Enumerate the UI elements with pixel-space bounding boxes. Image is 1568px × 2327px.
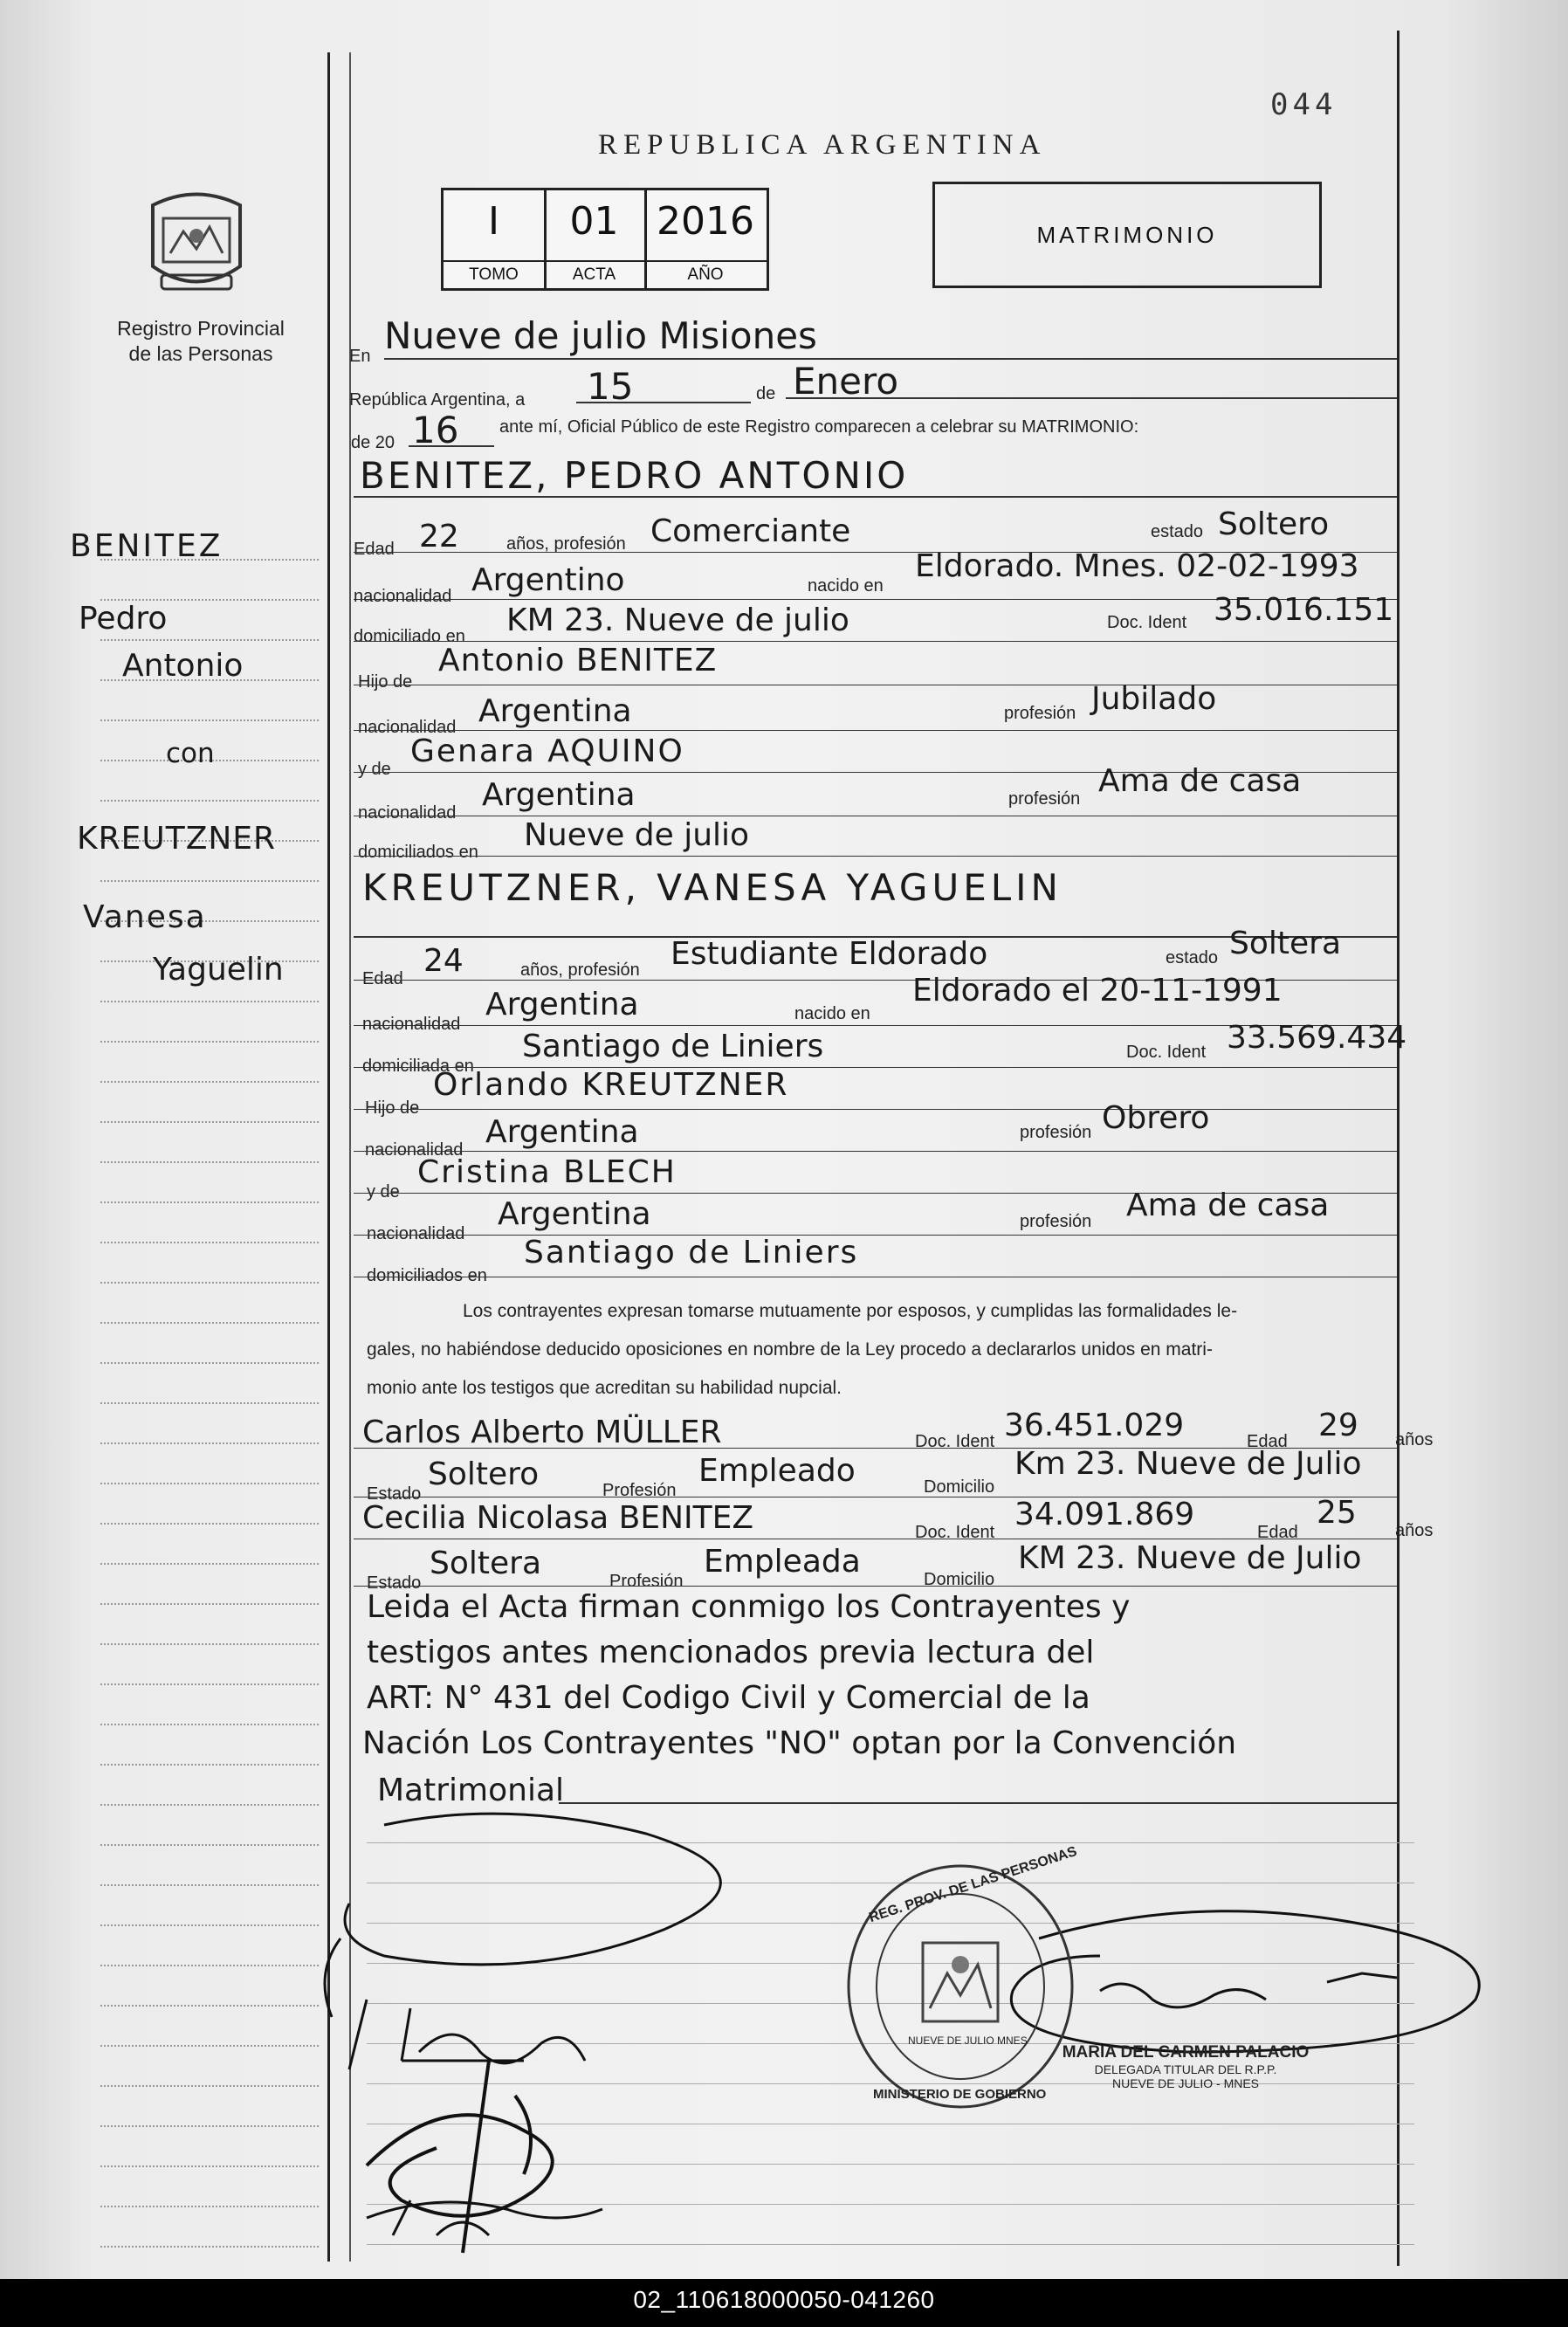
margin-dotted-rule	[100, 1402, 319, 1404]
margin-dotted-rule	[100, 2005, 319, 2007]
label-bride-anos-profesion: años, profesión	[520, 960, 640, 980]
note-line-1: Leida el Acta firman conmigo los Contrayentes y	[367, 1589, 1131, 1625]
label-witness2-domicilio: Domicilio	[924, 1570, 995, 1589]
groom-doc: 35.016.151	[1214, 592, 1394, 628]
official-signature	[1011, 1911, 1479, 2052]
bride-age: 24	[423, 943, 464, 979]
label-comparecen: ante mí, Oficial Público de este Registro comparecen a celebrar su MATRIMONIO:	[499, 417, 1139, 437]
label-bride-doc: Doc. Ident	[1126, 1043, 1207, 1062]
label-groom-nacionalidad: nacionalidad	[354, 587, 452, 606]
margin-dotted-rule	[100, 2165, 319, 2167]
margin-dotted-rule	[100, 1282, 319, 1284]
bride-mother-nationality: Argentina	[498, 1196, 651, 1232]
margin-dotted-rule	[100, 2206, 319, 2207]
official-name: MARIA DEL CARMEN PALACIO	[1062, 2043, 1310, 2062]
bride-father-rule	[354, 1109, 1397, 1110]
label-witness1-profesion: Profesión	[602, 1481, 677, 1500]
acta-label: ACTA	[544, 260, 644, 288]
declaration-line-3: monio ante los testigos que acreditan su habilidad nupcial.	[367, 1378, 842, 1398]
label-groom-domiciliados: domiciliados en	[358, 843, 478, 862]
registry-title-line1: Registro Provincial	[117, 317, 285, 340]
declaration-line-1: Los contrayentes expresan tomarse mutuamente por esposos, y cumplidas las formalidades le-	[463, 1301, 1238, 1321]
label-de: de	[756, 384, 776, 403]
margin-dotted-rule	[100, 719, 319, 721]
stamp-lower-text: MINISTERIO DE GOBIERNO	[873, 2087, 1047, 2102]
label-bride-estado: estado	[1166, 948, 1219, 967]
margin-dotted-rule	[100, 1201, 319, 1203]
margin-line-2: Pedro	[79, 601, 168, 637]
label-bride-nacido-en: nacido en	[794, 1004, 870, 1023]
bride-mother: Cristina BLECH	[417, 1154, 677, 1190]
witness1-state: Soltero	[428, 1456, 540, 1492]
bride-mother-nat-rule	[354, 1235, 1397, 1236]
label-witness1-doc: Doc. Ident	[915, 1432, 995, 1451]
bride-name: KREUTZNER, VANESA YAGUELIN	[362, 866, 1063, 909]
label-bride-nacionalidad: nacionalidad	[362, 1015, 461, 1034]
groom-mother: Genara AQUINO	[410, 733, 684, 769]
label-groom-edad: Edad	[354, 540, 395, 559]
declaration-line-2: gales, no habiéndose deducido oposiciones en nombre de la Ley procedo a declararlos unidos en matri-	[367, 1339, 1213, 1360]
registry-title	[87, 316, 314, 367]
label-witness1-domicilio: Domicilio	[924, 1477, 995, 1497]
witness2-doc: 34.091.869	[1014, 1497, 1195, 1532]
groom-civil-state: Soltero	[1218, 506, 1330, 542]
year-rule	[409, 445, 494, 447]
bride-father-profession: Obrero	[1102, 1100, 1210, 1136]
margin-line-3: Antonio	[122, 648, 244, 684]
groom-parents-domicile: Nueve de julio	[524, 817, 750, 853]
note-line-3: ART: N° 431 del Codigo Civil y Comercial de la	[367, 1680, 1090, 1716]
note-line-4: Nación Los Contrayentes "NO" optan por la Convención	[362, 1725, 1237, 1761]
label-witness2-doc: Doc. Ident	[915, 1523, 995, 1542]
anio-cell	[644, 190, 767, 288]
margin-dotted-rule	[100, 1643, 319, 1645]
stamp-outer-text: REG. PROV. DE LAS PERSONAS	[867, 1843, 1079, 1926]
witness-signature-2	[367, 2200, 602, 2235]
bride-mother-profession: Ama de casa	[1126, 1188, 1330, 1223]
country-heading: REPUBLICA ARGENTINA	[598, 129, 1047, 161]
label-bride-hijo-de: Hijo de	[365, 1098, 420, 1118]
tomo-label: TOMO	[444, 260, 544, 288]
margin-dotted-rule	[100, 880, 319, 882]
groom-domicile-rule	[354, 641, 1397, 642]
margin-dotted-rule	[100, 1724, 319, 1725]
label-groom-mother-nacionalidad: nacionalidad	[358, 803, 457, 823]
margin-dotted-rule	[100, 2125, 319, 2127]
margin-dotted-rule	[100, 1683, 319, 1685]
margin-dotted-rule	[100, 1161, 319, 1163]
official-title: DELEGADA TITULAR DEL R.P.P.	[1094, 2062, 1277, 2076]
margin-dotted-rule	[100, 2246, 319, 2248]
groom-born: Eldorado. Mnes. 02-02-1993	[915, 548, 1359, 584]
witness2-domicile: KM 23. Nueve de Julio	[1018, 1540, 1362, 1576]
bride-nationality: Argentina	[485, 987, 639, 1022]
witness-signature-1	[367, 2061, 553, 2253]
groom-parents-domicile-rule	[354, 856, 1397, 857]
label-witness2-profesion: Profesión	[609, 1572, 684, 1591]
contrayente-signature-2	[402, 2008, 585, 2063]
groom-domicile: KM 23. Nueve de julio	[506, 602, 849, 638]
label-groom-anos-profesion: años, profesión	[506, 534, 626, 554]
label-bride-domiciliada: domiciliada en	[362, 1057, 474, 1076]
record-reference-box	[441, 188, 769, 291]
margin-dotted-rule	[100, 1041, 319, 1043]
margin-dotted-rule	[100, 1804, 319, 1806]
footer-code: 02_110618000050-041260	[633, 2286, 935, 2313]
bride-parents-domicile: Santiago de Liniers	[524, 1235, 859, 1270]
margin-dotted-rule	[100, 1563, 319, 1565]
label-bride-y-de: y de	[367, 1182, 400, 1201]
bride-father-nationality: Argentina	[485, 1114, 639, 1150]
margin-line-6: Vanesa	[83, 899, 207, 935]
registry-title-line2: de las Personas	[128, 342, 273, 365]
margin-dotted-rule	[100, 639, 319, 641]
margin-dotted-rule	[100, 1523, 319, 1525]
month-value: Enero	[793, 360, 899, 403]
label-witness2-estado: Estado	[367, 1573, 422, 1593]
stamp-inner-text: NUEVE DE JULIO MNES	[908, 2034, 1028, 2047]
bride-civil-state: Soltera	[1229, 926, 1342, 961]
witness2-name: Cecilia Nicolasa BENITEZ	[362, 1500, 754, 1536]
groom-mother-profession: Ama de casa	[1098, 763, 1302, 799]
margin-dotted-rule	[100, 1764, 319, 1766]
groom-father-profession: Jubilado	[1091, 681, 1217, 717]
label-groom-y-de: y de	[358, 760, 391, 779]
record-type-box	[932, 182, 1322, 288]
witness1-domicile: Km 23. Nueve de Julio	[1014, 1446, 1362, 1482]
folio-number: 044	[1270, 87, 1338, 122]
label-groom-nacido-en: nacido en	[808, 576, 884, 596]
margin-line-5: KREUTZNER	[77, 821, 277, 857]
margin-line-7: Yaguelin	[153, 952, 284, 988]
margin-dotted-rule	[100, 1884, 319, 1886]
margin-dotted-rule	[100, 1081, 319, 1083]
groom-mother-nationality: Argentina	[482, 777, 636, 813]
registry-stamp-icon	[842, 1860, 1078, 2113]
witness2-age: 25	[1317, 1495, 1357, 1531]
label-witness1-anos: años	[1395, 1430, 1434, 1449]
margin-dotted-rule	[100, 1924, 319, 1926]
acta-value: 01	[569, 199, 619, 244]
groom-father-nat-rule	[354, 730, 1397, 731]
margin-dotted-rule	[100, 2045, 319, 2047]
witness2-detail-rule	[354, 1586, 1397, 1587]
label-en: En	[349, 347, 371, 366]
witness1-age: 29	[1318, 1408, 1358, 1443]
groom-father: Antonio BENITEZ	[438, 643, 718, 678]
label-bride-mother-nacionalidad: nacionalidad	[367, 1224, 465, 1243]
label-witness2-anos: años	[1395, 1521, 1434, 1540]
bride-born: Eldorado el 20-11-1991	[912, 973, 1283, 1009]
year-value: 16	[412, 409, 459, 451]
label-groom-father-profesion: profesión	[1004, 704, 1076, 723]
label-witness2-edad: Edad	[1257, 1523, 1298, 1542]
label-witness1-estado: Estado	[367, 1484, 422, 1504]
witness1-doc: 36.451.029	[1004, 1408, 1185, 1443]
label-groom-doc: Doc. Ident	[1107, 613, 1187, 632]
margin-dotted-rule	[100, 2085, 319, 2087]
acta-cell	[544, 190, 647, 288]
groom-father-nationality: Argentina	[478, 693, 632, 729]
contrayente-signature-1	[325, 1814, 720, 2069]
record-type: MATRIMONIO	[1036, 221, 1218, 248]
margin-dotted-rule	[100, 1483, 319, 1484]
note-line-2: testigos antes mencionados previa lectura del	[367, 1635, 1095, 1670]
bride-father: Orlando KREUTZNER	[433, 1067, 789, 1103]
place-value: Nueve de julio Misiones	[384, 314, 817, 357]
margin-line-1: BENITEZ	[70, 528, 224, 564]
label-witness1-edad: Edad	[1247, 1432, 1288, 1451]
margin-dotted-rule	[100, 1121, 319, 1123]
day-value: 15	[587, 365, 634, 408]
margin-dotted-rule	[100, 1362, 319, 1364]
bride-domicile: Santiago de Liniers	[522, 1029, 824, 1064]
note-line-5: Matrimonial	[377, 1773, 565, 1808]
label-bride-edad: Edad	[362, 969, 403, 988]
witness1-profession: Empleado	[698, 1453, 856, 1489]
tomo-value: I	[488, 199, 499, 244]
margin-dotted-rule	[100, 1442, 319, 1444]
official-place: NUEVE DE JULIO - MNES	[1111, 2076, 1260, 2090]
label-groom-mother-profesion: profesión	[1008, 789, 1081, 809]
label-de-20: de 20	[351, 433, 395, 452]
groom-name-rule	[354, 496, 1397, 498]
margin-dotted-rule	[100, 1603, 319, 1605]
groom-age: 22	[419, 519, 459, 554]
provincia-misiones-emblem-icon	[144, 188, 249, 301]
label-bride-mother-profesion: profesión	[1020, 1212, 1092, 1231]
label-bride-domiciliados: domiciliados en	[367, 1266, 487, 1285]
label-bride-father-profesion: profesión	[1020, 1123, 1092, 1142]
official-name-block	[1055, 2043, 1317, 2090]
witness1-name: Carlos Alberto MÜLLER	[362, 1415, 722, 1450]
label-groom-father-nacionalidad: nacionalidad	[358, 718, 457, 737]
bride-father-nat-rule	[354, 1151, 1397, 1152]
declaration-paragraph	[367, 1292, 1432, 1408]
label-bride-father-nacionalidad: nacionalidad	[365, 1140, 464, 1160]
label-groom-domiciliado: domiciliado en	[354, 627, 465, 646]
anio-value: 2016	[657, 199, 754, 244]
margin-dotted-rule	[100, 1965, 319, 1966]
groom-name: BENITEZ, PEDRO ANTONIO	[360, 454, 909, 497]
tomo-cell	[444, 190, 547, 288]
groom-nationality: Argentino	[471, 562, 625, 598]
margin-dotted-rule	[100, 1844, 319, 1846]
label-groom-hijo-de: Hijo de	[358, 672, 413, 692]
bride-profession: Estudiante Eldorado	[671, 936, 988, 972]
day-rule	[576, 402, 751, 403]
label-groom-estado: estado	[1151, 522, 1204, 541]
witness2-profession: Empleada	[704, 1544, 861, 1580]
anio-label: AÑO	[644, 260, 767, 288]
margin-line-4: con	[166, 738, 215, 769]
witness2-state: Soltera	[430, 1546, 542, 1581]
month-rule	[786, 397, 1397, 399]
margin-dotted-rule	[100, 1242, 319, 1243]
margin-dotted-rule	[100, 1001, 319, 1002]
margin-dotted-rule	[100, 1322, 319, 1324]
groom-profession: Comerciante	[650, 513, 851, 549]
bride-doc: 33.569.434	[1227, 1020, 1407, 1056]
label-republica: República Argentina, a	[349, 390, 526, 410]
margin-dotted-rule	[100, 800, 319, 802]
